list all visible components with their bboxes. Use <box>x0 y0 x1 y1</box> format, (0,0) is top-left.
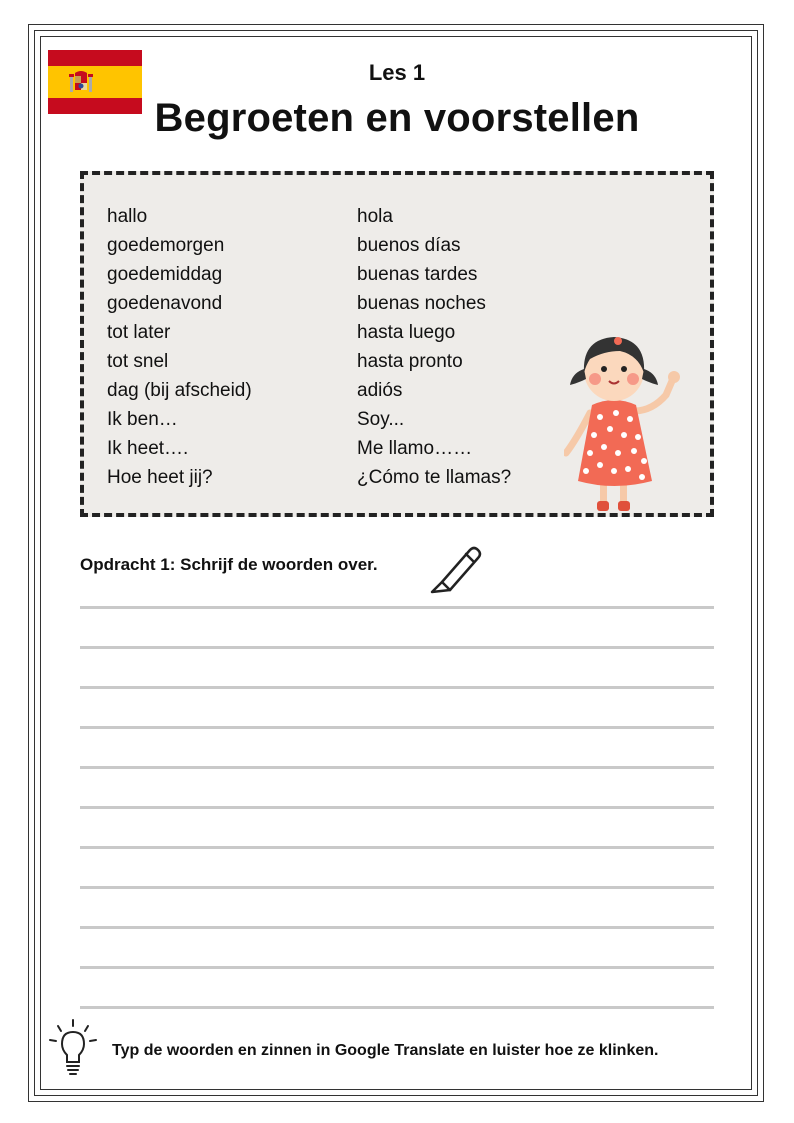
writing-line[interactable] <box>80 766 714 769</box>
vocab-es-item: buenas tardes <box>357 264 478 285</box>
vocabulary-box <box>80 171 714 517</box>
vocab-es-item: buenas noches <box>357 293 486 314</box>
vocab-es-item: hasta pronto <box>357 351 463 372</box>
vocab-es-item: adiós <box>357 380 403 401</box>
vocab-es-item: ¿Cómo te llamas? <box>357 467 512 488</box>
girl-waving-illustration <box>564 325 700 515</box>
lightbulb-icon <box>46 1018 100 1080</box>
vocab-nl-item: tot later <box>107 322 171 343</box>
pencil-icon <box>428 540 484 596</box>
writing-line[interactable] <box>80 686 714 689</box>
vocab-nl-item: Ik heet…. <box>107 438 189 459</box>
vocab-es-item: hola <box>357 206 393 227</box>
tip-text: Typ de woorden en zinnen in Google Translate en luister hoe ze klinken. <box>112 1042 659 1059</box>
vocab-es-item: Soy... <box>357 409 405 430</box>
writing-line[interactable] <box>80 886 714 889</box>
writing-line[interactable] <box>80 966 714 969</box>
writing-line[interactable] <box>80 846 714 849</box>
writing-line[interactable] <box>80 646 714 649</box>
vocab-nl-item: goedemiddag <box>107 264 223 285</box>
vocab-es-item: buenos días <box>357 235 461 256</box>
vocab-nl-item: dag (bij afscheid) <box>107 380 252 401</box>
vocabulary-dutch-column <box>107 202 252 492</box>
vocab-nl-item: goedemorgen <box>107 235 225 256</box>
vocab-nl-item: tot snel <box>107 351 169 372</box>
task-instruction: Opdracht 1: Schrijf de woorden over. <box>80 555 378 574</box>
page-title: Begroeten en voorstellen <box>154 96 640 140</box>
vocab-es-item: Me llamo…… <box>357 438 473 459</box>
writing-line[interactable] <box>80 726 714 729</box>
vocab-nl-item: goedenavond <box>107 293 223 314</box>
writing-line[interactable] <box>80 926 714 929</box>
vocab-nl-item: Hoe heet jij? <box>107 467 213 488</box>
writing-lines-area[interactable] <box>80 606 714 1046</box>
vocab-nl-item: hallo <box>107 206 148 227</box>
writing-line[interactable] <box>80 606 714 609</box>
writing-line[interactable] <box>80 1006 714 1009</box>
vocab-es-item: hasta luego <box>357 322 456 343</box>
vocab-nl-item: Ik ben… <box>107 409 178 430</box>
vocabulary-spanish-column <box>357 202 511 492</box>
writing-line[interactable] <box>80 806 714 809</box>
lesson-number: Les 1 <box>368 60 426 85</box>
